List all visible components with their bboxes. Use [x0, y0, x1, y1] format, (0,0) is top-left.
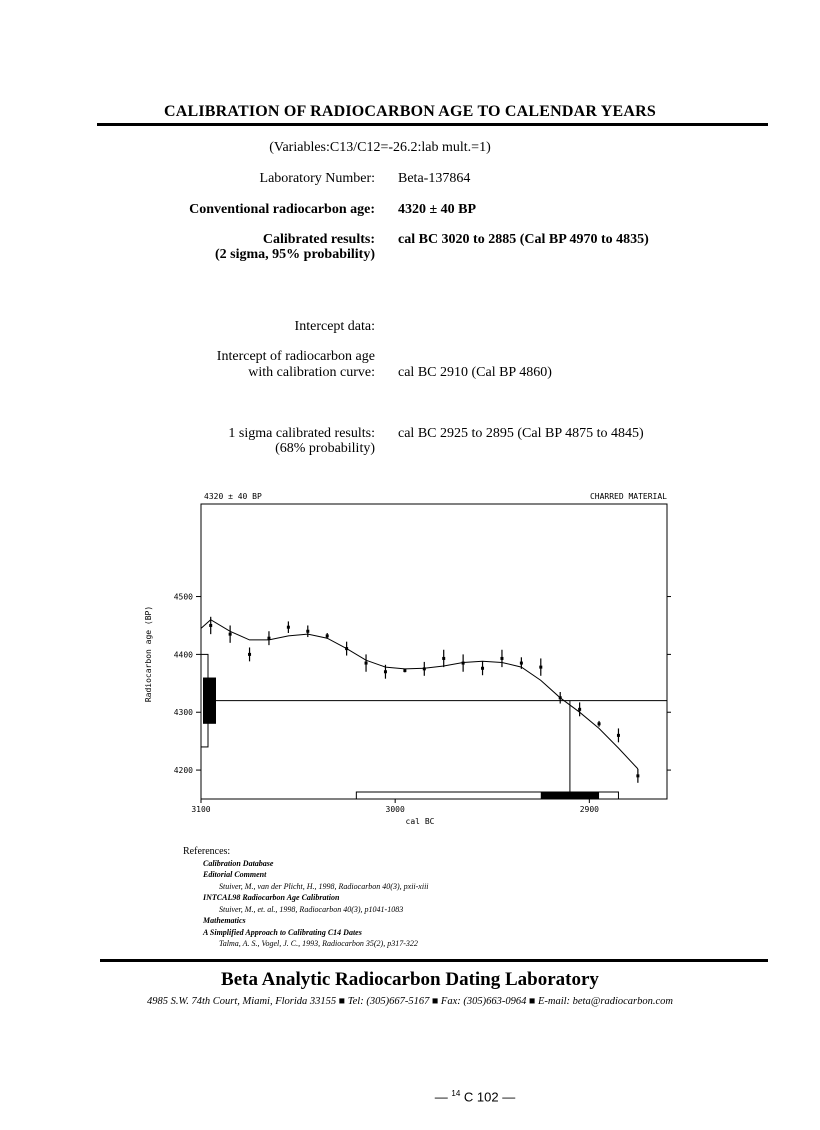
references: [183, 846, 429, 950]
lab-number-label: Laboratory Number:: [259, 171, 375, 186]
x-tick-label: 2900: [579, 805, 599, 814]
data-point: [462, 662, 465, 665]
y-tick-label: 4200: [173, 766, 193, 776]
data-point: [578, 708, 581, 711]
data-point: [423, 667, 426, 670]
intercept-label-line2: with calibration curve:: [248, 365, 375, 380]
calibrated-results-value: cal BC 3020 to 2885 (Cal BP 4970 to 4835): [398, 232, 649, 247]
reference-entry: INTCAL98 Radiocarbon Age Calibration: [203, 893, 340, 902]
footer-rule: [100, 959, 768, 962]
calibrated-results-sublabel: (2 sigma, 95% probability): [215, 247, 375, 262]
data-point: [345, 647, 348, 650]
y-tick-label: 4300: [173, 708, 193, 718]
calendar-1sigma-bar: [541, 792, 599, 799]
data-point: [636, 774, 639, 777]
y-tick-label: 4500: [173, 592, 193, 602]
chart-title-left: 4320 ± 40 BP: [204, 492, 262, 501]
page-number: [0, 1089, 820, 1104]
chart-layer: [174, 593, 671, 814]
age-1sigma-box: [203, 678, 216, 724]
data-point: [365, 662, 368, 665]
calibration-curve: [201, 620, 638, 769]
page-title: CALIBRATION OF RADIOCARBON AGE TO CALENDAR YEARS: [163, 103, 657, 120]
data-point: [617, 734, 620, 737]
intercept-value: cal BC 2910 (Cal BP 4860): [398, 365, 552, 380]
one-sigma-label: 1 sigma calibrated results:: [228, 426, 375, 441]
data-point: [248, 653, 251, 656]
x-axis-label: cal BC: [405, 817, 435, 826]
page-number-suffix: —: [502, 1089, 516, 1105]
plot-frame: [201, 504, 667, 799]
x-tick-label: 3100: [191, 805, 211, 814]
data-point: [209, 624, 212, 627]
reference-citation: Stuiver, M., et. al., 1998, Radiocarbon 40(3), p1041-1083: [219, 904, 404, 914]
data-point: [500, 657, 503, 660]
title-rule: [97, 123, 768, 126]
data-point: [481, 667, 484, 670]
references-list: [183, 858, 429, 950]
intercept-label-line1: Intercept of radiocarbon age: [216, 349, 375, 364]
conventional-age-label: Conventional radiocarbon age:: [189, 202, 375, 217]
data-point: [539, 666, 542, 669]
x-tick-label: 3000: [385, 805, 405, 814]
one-sigma-sublabel: (68% probability): [275, 441, 375, 456]
data-point: [442, 657, 445, 660]
reference-entry: A Simplified Approach to Calibrating C14 Dates: [203, 927, 362, 937]
data-point: [229, 633, 232, 636]
reference-entry: Mathematics: [203, 916, 246, 925]
data-point: [287, 626, 290, 629]
references-heading: References:: [183, 846, 231, 857]
reference-citation: Talma, A. S., Vogel, J. C., 1993, Radiocarbon 35(2), p317-322: [219, 939, 418, 948]
lab-address: 4985 S.W. 74th Court, Miami, Florida 33155 ■ Tel: (305)667-5167 ■ Fax: (305)663-0964 ■ E-mail: beta@radiocarbon.com: [146, 996, 674, 1007]
reference-entry: Editorial Comment: [203, 870, 267, 879]
data-point: [559, 696, 562, 699]
variables-line: (Variables:C13/C12=-26.2:lab mult.=1): [269, 140, 491, 155]
data-point: [384, 670, 387, 673]
reference-entry: Calibration Database: [203, 858, 274, 868]
calibration-chart: [140, 488, 680, 833]
y-tick-label: 4400: [173, 650, 193, 660]
data-point: [267, 637, 270, 640]
page-number-superscript: 14: [451, 1089, 461, 1098]
one-sigma-value: cal BC 2925 to 2895 (Cal BP 4875 to 4845): [398, 426, 644, 441]
calibrated-results-label: Calibrated results:: [262, 232, 375, 247]
data-point: [520, 662, 523, 665]
conventional-age-value: 4320 ± 40 BP: [398, 202, 477, 217]
y-axis-label: Radiocarbon age (BP): [144, 605, 153, 703]
lab-number-value: Beta-137864: [398, 171, 471, 186]
chart-title-right: CHARRED MATERIAL: [589, 492, 667, 501]
intercept-data-label: Intercept data:: [294, 319, 375, 334]
page-number-main: C 102: [463, 1089, 499, 1105]
page-number-prefix: —: [434, 1089, 448, 1105]
data-point: [598, 722, 601, 725]
data-point: [306, 630, 309, 633]
data-point: [326, 634, 329, 637]
reference-citation: Stuiver, M., van der Plicht, H., 1998, Radiocarbon 40(3), pxii-xiii: [219, 881, 429, 891]
data-point: [403, 669, 406, 672]
lab-name: Beta Analytic Radiocarbon Dating Laboratory: [221, 969, 599, 990]
